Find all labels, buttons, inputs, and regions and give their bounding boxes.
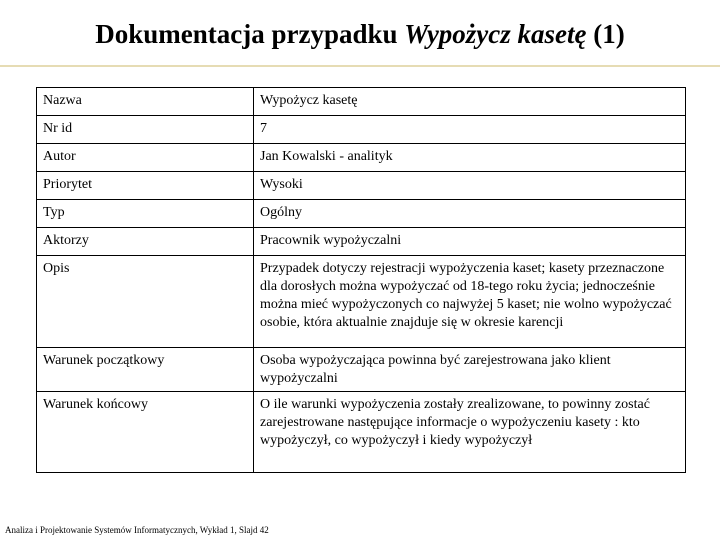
row-label: Typ [37,200,254,228]
row-label: Nazwa [37,88,254,116]
row-value: Osoba wypożyczająca powinna być zarejestrowana jako klient wypożyczalni [254,348,686,392]
table-row [37,144,686,172]
row-value: O ile warunki wypożyczenia zostały zrealizowane, to powinny zostać zarejestrowane następujące informacje o wypożyczeniu kasety : kto wypożyczył, co wypożyczył i kiedy wypożyczył [254,392,686,473]
table-row [37,116,686,144]
table-row [37,256,686,348]
title-italic: Wypożycz kasetę [404,19,587,49]
row-value: Pracownik wypożyczalni [254,228,686,256]
title-suffix: (1) [586,19,625,49]
table-row [37,172,686,200]
row-label: Warunek końcowy [37,392,254,473]
table-row [37,200,686,228]
table-row [37,228,686,256]
use-case-table-container [36,87,685,473]
row-value: Wysoki [254,172,686,200]
footer-caption: Analiza i Projektowanie Systemów Informatycznych, Wykład 1, Slajd 42 [5,525,269,535]
row-value: Wypożycz kasetę [254,88,686,116]
title-divider [0,65,720,67]
row-value: Ogólny [254,200,686,228]
row-label: Warunek początkowy [37,348,254,392]
table-row [37,348,686,392]
table-row [37,88,686,116]
title-prefix: Dokumentacja przypadku [95,19,405,49]
row-label: Opis [37,256,254,348]
row-label: Priorytet [37,172,254,200]
row-label: Autor [37,144,254,172]
row-label: Nr id [37,116,254,144]
page-title [0,14,720,54]
row-value: 7 [254,116,686,144]
row-value: Jan Kowalski - analityk [254,144,686,172]
use-case-table [36,87,686,473]
row-value: Przypadek dotyczy rejestracji wypożyczenia kaset; kasety przeznaczone dla dorosłych można wypożyczać od 18-tego roku życia; jednocześnie można mieć wypożyczonych co najwyżej 5 kaset; nie wolno wypożyczać osobie, która aktualnie znajduje się w okresie karencji [254,256,686,348]
row-label: Aktorzy [37,228,254,256]
table-row [37,392,686,473]
